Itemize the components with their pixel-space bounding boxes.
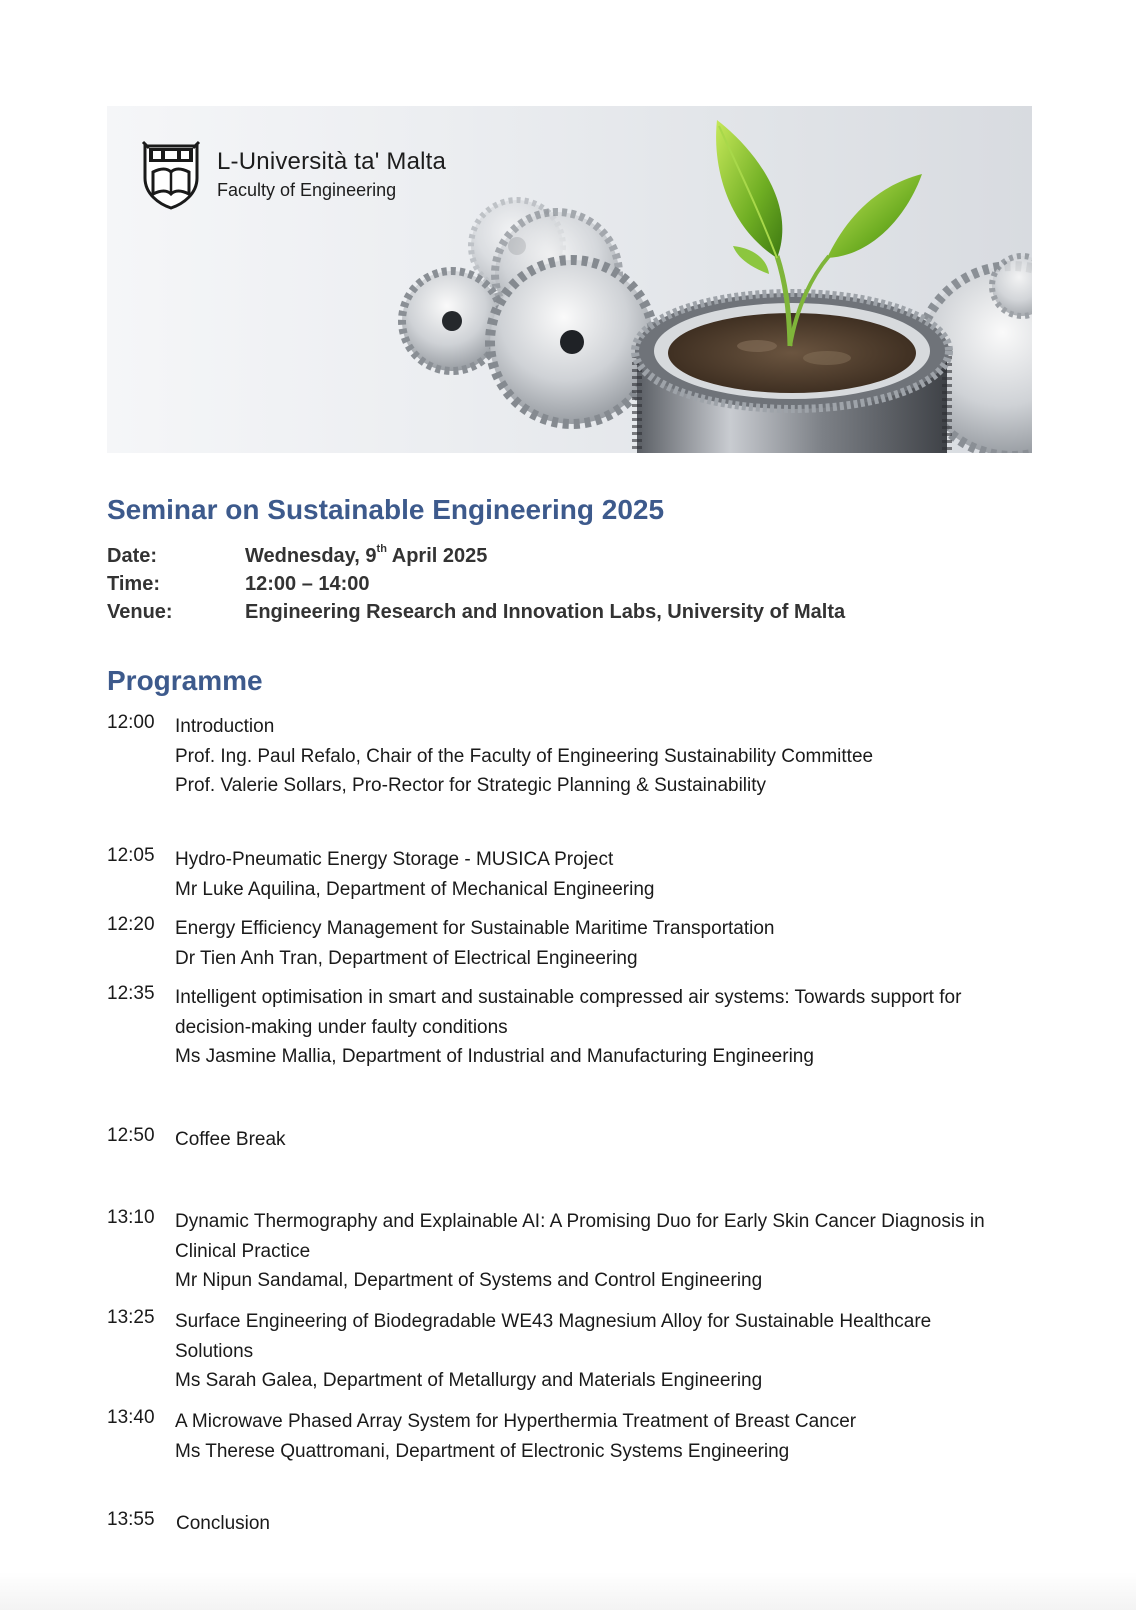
university-name: L-Università ta' Malta	[217, 147, 447, 175]
time-row	[107, 570, 845, 598]
date-row	[107, 542, 845, 570]
slot-speaker: Ms Sarah Galea, Department of Metallurgy and Materials Engineering	[175, 1370, 763, 1391]
slot-speaker: Ms Therese Quattromani, Department of Electronic Systems Engineering	[175, 1440, 790, 1462]
slot-time: 12:00	[107, 712, 155, 733]
faculty-name: Faculty of Engineering	[217, 179, 397, 200]
slot-title: Introduction	[175, 716, 275, 737]
page-edge-shadow	[0, 1572, 1136, 1610]
slot-title: Surface Engineering of Biodegradable WE43 Magnesium Alloy for Sustainable Healthcare	[175, 1311, 932, 1332]
slot-title: Hydro-Pneumatic Energy Storage - MUSICA Project	[175, 849, 614, 870]
slot-title: Dynamic Thermography and Explainable AI: A Promising Duo for Early Skin Cancer Diagnosis in	[175, 1211, 985, 1232]
slot-speaker: Ms Jasmine Mallia, Department of Industrial and Manufacturing Engineering	[175, 1046, 814, 1067]
date-value: Wednesday, 9th April 2025	[245, 542, 488, 567]
slot-speaker: Mr Nipun Sandamal, Department of Systems and Control Engineering	[175, 1270, 763, 1291]
pot-gear	[635, 293, 949, 453]
venue-value: Engineering Research and Innovation Labs, University of Malta	[245, 600, 846, 623]
seminar-details	[107, 542, 845, 626]
venue-label: Venue:	[107, 600, 173, 623]
slot-time: 12:05	[107, 845, 155, 866]
slot-speaker: Prof. Valerie Sollars, Pro-Rector for Strategic Planning & Sustainability	[175, 775, 767, 796]
slot-speaker: Dr Tien Anh Tran, Department of Electrical Engineering	[175, 947, 638, 969]
slot-title: decision-making under faulty conditions	[175, 1016, 508, 1038]
slot-speaker: Mr Luke Aquilina, Department of Mechanical Engineering	[175, 878, 655, 900]
slot-title: Energy Efficiency Management for Sustainable Maritime Transportation	[175, 918, 775, 939]
seminar-title: Seminar on Sustainable Engineering 2025	[107, 494, 665, 525]
programme-heading: Programme	[107, 665, 263, 696]
venue-row	[107, 598, 845, 626]
slot-time: 12:50	[107, 1125, 155, 1146]
slot-speaker: Prof. Ing. Paul Refalo, Chair of the Faculty of Engineering Sustainability Committee	[175, 745, 874, 767]
time-value: 12:00 – 14:00	[245, 572, 370, 595]
slot-title: A Microwave Phased Array System for Hyperthermia Treatment of Breast Cancer	[175, 1411, 857, 1432]
slot-time: 12:20	[107, 914, 155, 935]
university-logo	[139, 138, 446, 210]
slot-title: Clinical Practice	[175, 1240, 311, 1262]
slot-time: 13:10	[107, 1207, 155, 1228]
slot-time: 12:35	[107, 983, 155, 1004]
slot-time: 13:25	[107, 1307, 155, 1328]
slot-title: Conclusion	[176, 1513, 270, 1534]
slot-title: Coffee Break	[175, 1129, 286, 1150]
slot-time: 13:55	[107, 1509, 155, 1530]
time-label: Time:	[107, 572, 160, 595]
date-label: Date:	[107, 544, 158, 567]
university-crest-icon	[139, 138, 203, 210]
slot-time: 13:40	[107, 1407, 155, 1428]
slot-title: Solutions	[175, 1340, 254, 1362]
header-banner	[107, 106, 1032, 453]
slot-title: Intelligent optimisation in smart and sustainable compressed air systems: Towards support for	[175, 987, 962, 1008]
